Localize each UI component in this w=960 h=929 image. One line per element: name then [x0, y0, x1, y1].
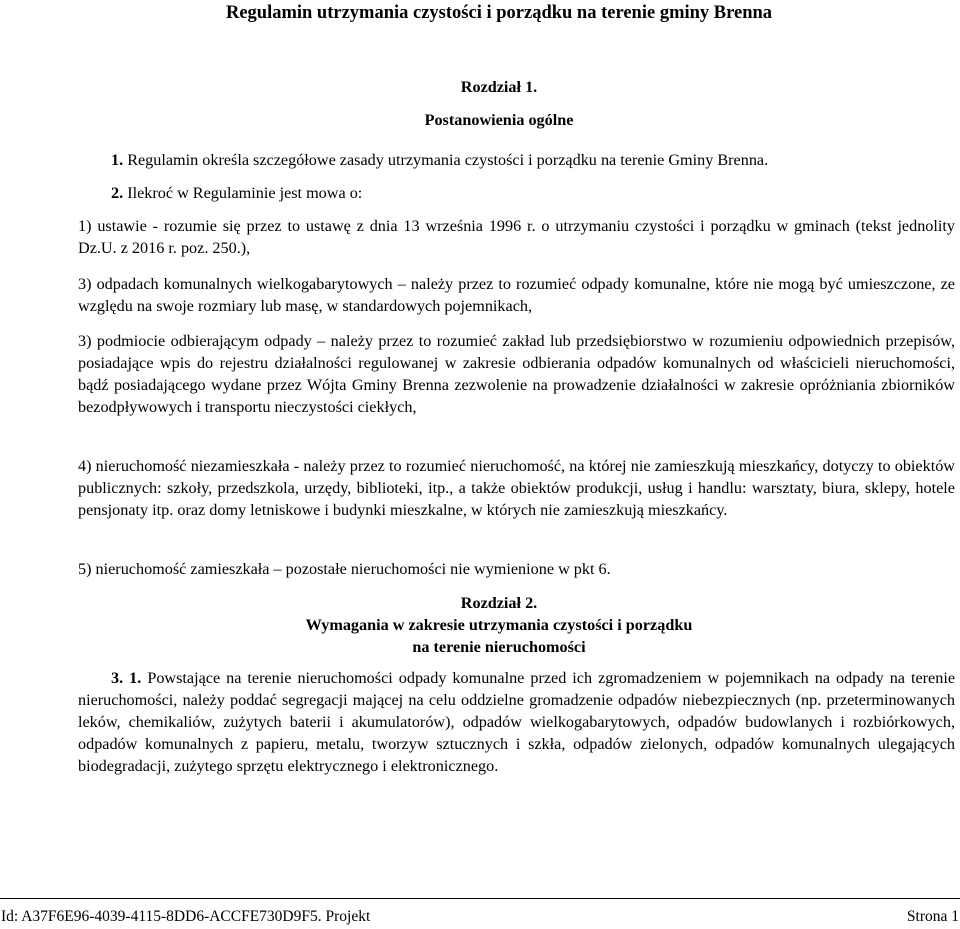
definition-item-3: 3) podmiocie odbierającym odpady – należy przez to rozumieć zakład lub przedsiębiorstwo w rozumieniu odpowiednich przepisów, posiadające wpis do rejestru działalności regulowanej w zakresie odbierania odpadów komunalnych od właścicieli nieruchomości, bądź posiadającego wydane przez Wójta Gminy Brenna zezwolenie na prowadzenie działalności w zakresie opróżniania zbiorników bezodpływowych i transportu nieczystości ciekłych,	[78, 332, 955, 416]
definition-item-5: 5) nieruchomość zamieszkała – pozostałe nieruchomości nie wymienione w pkt 6.	[78, 560, 611, 578]
footer-divider	[0, 898, 960, 899]
footer-page-number: Strona 1	[906, 908, 959, 925]
document-title: Regulamin utrzymania czystości i porządku na terenie gminy Brenna	[225, 3, 773, 23]
paragraph-3-subnumber: 1.	[129, 669, 142, 687]
paragraph-1-text: Regulamin określa szczegółowe zasady utrzymania czystości i porządku na terenie Gminy Brenna.	[127, 151, 769, 169]
paragraph-1-number: 1.	[111, 151, 124, 169]
chapter-1-heading: Postanowienia ogólne	[424, 111, 574, 129]
paragraph-2-text: Ilekroć w Regulaminie jest mowa o:	[127, 184, 363, 202]
paragraph-1	[78, 149, 955, 171]
paragraph-3-text: Powstające na terenie nieruchomości odpady komunalne przed ich zgromadzeniem w pojemnikach na odpady na terenie nieruchomości, należy poddać segregacji mającej na celu oddzielne gromadzenie odpadów niebezpiecznych (np. przeterminowanych leków, chemikaliów, zużytych baterii i akumulatorów), odpadów wielkogabarytowych, odpadów budowlanych i rozbiórkowych, odpadów komunalnych z papieru, metalu, tworzyw sztucznych i szkła, odpadów zielonych, odpadów komunalnych ulegających biodegradacji, zużytego sprzętu elektrycznego i elektronicznego.	[78, 669, 956, 775]
footer-document-id: Id: A37F6E96-4039-4115-8DD6-ACCFE730D9F5. Projekt	[1, 908, 371, 925]
chapter-1-number: Rozdział 1.	[460, 78, 538, 96]
definition-item-2: 3) odpadach komunalnych wielkogabarytowych – należy przez to rozumieć odpady komunalne, które nie mogą być umieszczone, ze względu na swoje rozmiary lub masę, w standardowych pojemnikach,	[78, 275, 955, 315]
paragraph-2	[78, 182, 955, 204]
definition-item-4: 4) nieruchomość niezamieszkała - należy przez to rozumieć nieruchomość, na której nie zamieszkują mieszkańcy, dotyczy to obiektów publicznych: szkoły, przedszkola, urzędy, biblioteki, itp., a także obiektów produkcji, usług i handlu: warsztaty, biura, sklepy, hotele pensjonaty itp. oraz domy letniskowe i budynki mieszkalne, w których nie zamieszkują mieszkańcy.	[78, 457, 955, 519]
chapter-2-number: Rozdział 2.	[460, 594, 538, 612]
paragraph-3-number: 3.	[111, 669, 124, 687]
chapter-2-heading-line-1: Wymagania w zakresie utrzymania czystości i porządku	[305, 616, 693, 634]
paragraph-3	[78, 667, 955, 777]
paragraph-2-number: 2.	[111, 184, 124, 202]
chapter-2-heading-line-2: na terenie nieruchomości	[412, 638, 586, 656]
definition-item-1: 1) ustawie - rozumie się przez to ustawę z dnia 13 września 1996 r. o utrzymaniu czystości i porządku w gminach (tekst jednolity Dz.U. z 2016 r. poz. 250.),	[78, 217, 955, 257]
